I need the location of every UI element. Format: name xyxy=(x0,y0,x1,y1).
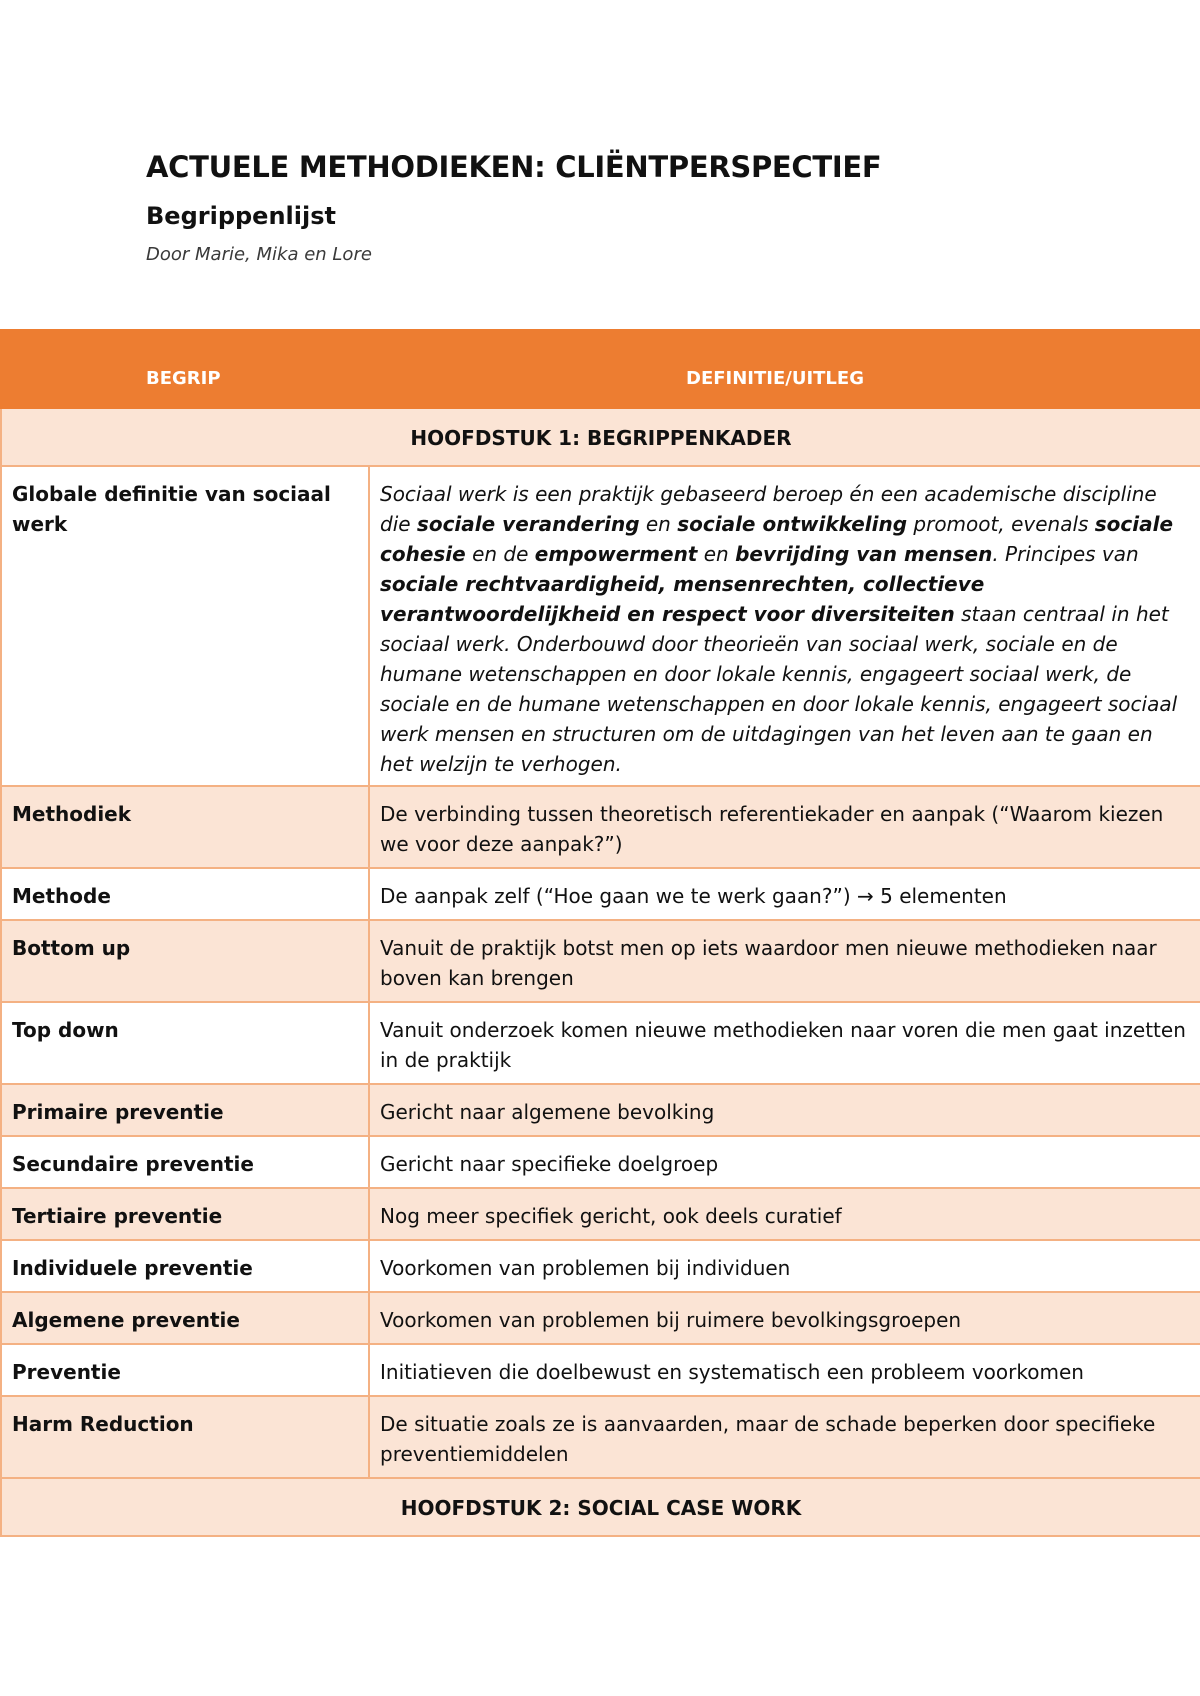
definition-text: en xyxy=(697,542,736,566)
document-header xyxy=(146,150,881,265)
definition-text: en de xyxy=(465,542,535,566)
table-row xyxy=(1,1396,1200,1478)
definition-text: Sociaal werk is een praktijk gebaseerd beroep én een academische discipline die xyxy=(380,482,1157,536)
definition-text: staan centraal in het sociaal werk. Onderbouwd door theorieën van sociaal werk, sociale en de humane wetenschappen en door lokale kennis, engageert sociaal werk, de sociale en de humane wetenschappen en door lokale kennis, engageert sociaal werk mensen en structuren om de uitdagingen van het leven aan te gaan en het welzijn te verhogen. xyxy=(380,602,1178,776)
definition-emphasis: bevrijding van mensen xyxy=(735,542,993,566)
column-header-definition: DEFINITIE/UITLEG xyxy=(369,330,1200,408)
definition-cell: De situatie zoals ze is aanvaarden, maar de schade beperken door specifieke preventiemiddelen xyxy=(369,1396,1200,1478)
definition-cell xyxy=(369,466,1200,786)
definition-cell: Initiatieven die doelbewust en systematisch een probleem voorkomen xyxy=(369,1344,1200,1396)
table-row xyxy=(1,1084,1200,1136)
chapter-heading: HOOFDSTUK 2: SOCIAL CASE WORK xyxy=(1,1478,1200,1536)
glossary-table xyxy=(0,329,1200,1537)
table-row xyxy=(1,1188,1200,1240)
table-row xyxy=(1,1240,1200,1292)
chapter-row xyxy=(1,1478,1200,1536)
definition-emphasis: sociale rechtvaardigheid, mensenrechten, collectieve verantwoordelijkheid en respect voor diversiteiten xyxy=(380,572,985,626)
document-authors: Door Marie, Mika en Lore xyxy=(146,244,372,265)
definition-text: promoot, evenals xyxy=(907,512,1095,536)
definition-emphasis: empowerment xyxy=(534,542,698,566)
definition-cell: Nog meer specifiek gericht, ook deels curatief xyxy=(369,1188,1200,1240)
definition-cell: Vanuit de praktijk botst men op iets waardoor men nieuwe methodieken naar boven kan brengen xyxy=(369,920,1200,1002)
term-cell: Globale definitie van sociaal werk xyxy=(1,466,369,786)
definition-cell: Gericht naar specifieke doelgroep xyxy=(369,1136,1200,1188)
table-row xyxy=(1,1002,1200,1084)
term-cell: Individuele preventie xyxy=(1,1240,369,1292)
definition-text: en xyxy=(639,512,678,536)
definition-text: . Principes van xyxy=(992,542,1139,566)
table-row xyxy=(1,786,1200,868)
term-cell: Harm Reduction xyxy=(1,1396,369,1478)
glossary-table-wrapper xyxy=(0,329,1200,1537)
definition-cell: De aanpak zelf (“Hoe gaan we te werk gaan?”) → 5 elementen xyxy=(369,868,1200,920)
column-header-term: BEGRIP xyxy=(1,330,369,408)
definition-cell: Gericht naar algemene bevolking xyxy=(369,1084,1200,1136)
table-row xyxy=(1,920,1200,1002)
table-row xyxy=(1,1292,1200,1344)
definition-cell: Voorkomen van problemen bij individuen xyxy=(369,1240,1200,1292)
chapter-heading: HOOFDSTUK 1: BEGRIPPENKADER xyxy=(1,408,1200,466)
term-cell: Preventie xyxy=(1,1344,369,1396)
term-cell: Tertiaire preventie xyxy=(1,1188,369,1240)
definition-cell: De verbinding tussen theoretisch referentiekader en aanpak (“Waarom kiezen we voor deze aanpak?”) xyxy=(369,786,1200,868)
definition-cell: Voorkomen van problemen bij ruimere bevolkingsgroepen xyxy=(369,1292,1200,1344)
table-row xyxy=(1,1344,1200,1396)
document-subtitle: Begrippenlijst xyxy=(146,202,336,230)
table-row xyxy=(1,1136,1200,1188)
term-cell: Methode xyxy=(1,868,369,920)
definition-emphasis: sociale cohesie xyxy=(380,512,1174,566)
definition-cell: Vanuit onderzoek komen nieuwe methodieken naar voren die men gaat inzetten in de praktijk xyxy=(369,1002,1200,1084)
term-cell: Primaire preventie xyxy=(1,1084,369,1136)
term-cell: Bottom up xyxy=(1,920,369,1002)
term-cell: Secundaire preventie xyxy=(1,1136,369,1188)
term-cell: Top down xyxy=(1,1002,369,1084)
table-header-row xyxy=(1,330,1200,408)
term-cell: Algemene preventie xyxy=(1,1292,369,1344)
table-row xyxy=(1,466,1200,786)
chapter-row xyxy=(1,408,1200,466)
term-cell: Methodiek xyxy=(1,786,369,868)
definition-emphasis: sociale verandering xyxy=(416,512,640,536)
table-row xyxy=(1,868,1200,920)
definition-emphasis: sociale ontwikkeling xyxy=(677,512,908,536)
document-title: ACTUELE METHODIEKEN: CLIËNTPERSPECTIEF xyxy=(146,150,882,184)
